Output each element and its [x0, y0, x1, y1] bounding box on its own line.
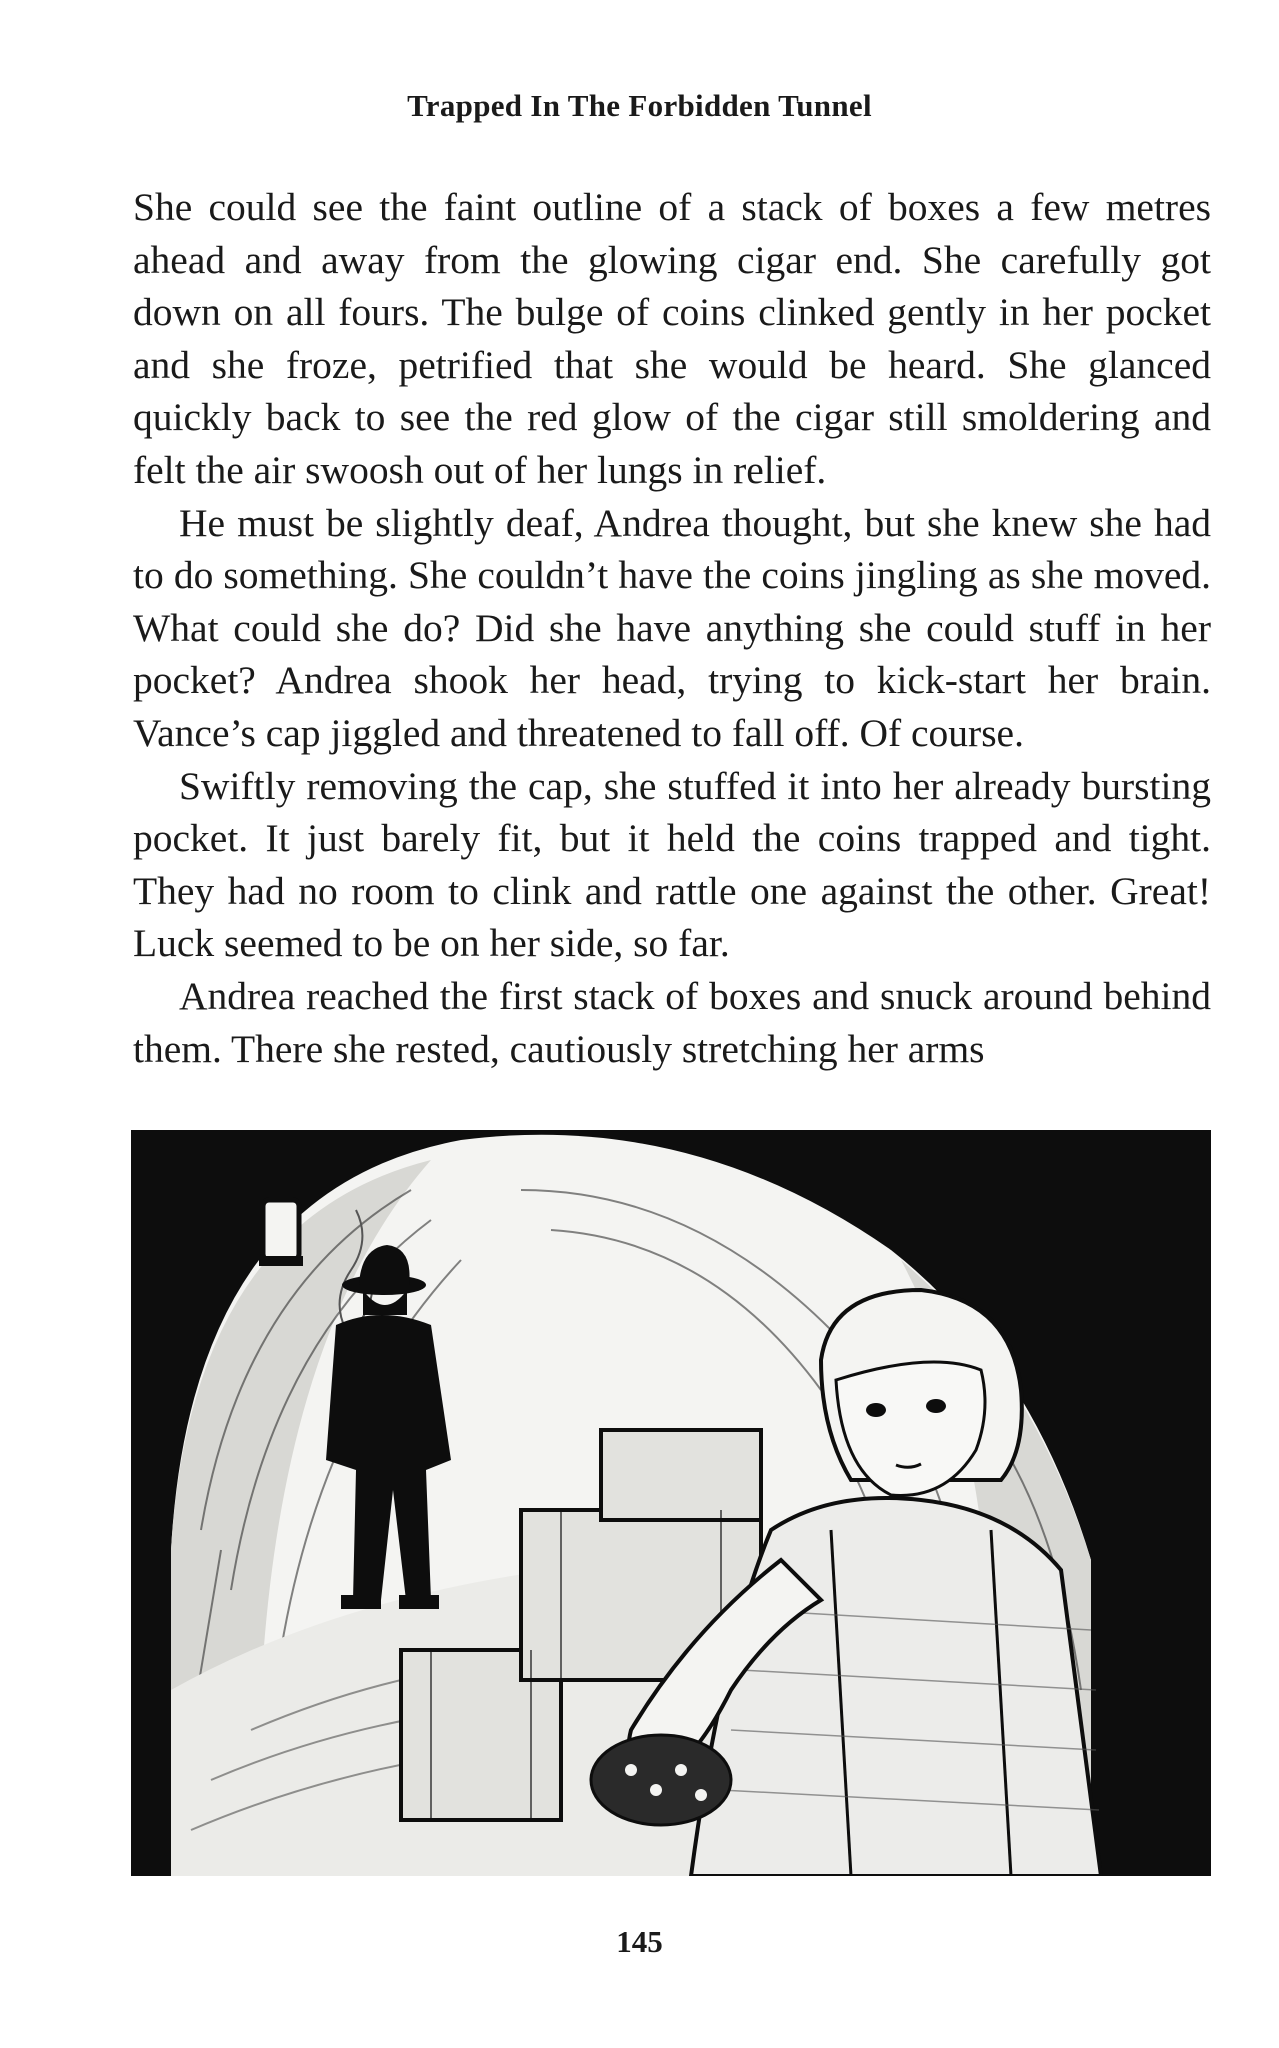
cap-icon — [591, 1735, 731, 1825]
paragraph-1: She could see the faint outline of a stack of boxes a few metres ahead and away from the glowing cigar end. She carefully got down on all fours. The bulge of coins clinked gently in her pocket and she froze, petrified that she would be heard. She glanced quickly back to see the red glow of the cigar still smoldering and felt the air swoosh out of her lungs in relief. — [133, 185, 1211, 492]
paragraph-4: Andrea reached the first stack of boxes and snuck around behind them. There she rested, cautiously stretching her arms — [133, 973, 1211, 1071]
illustration-drawing — [131, 1130, 1211, 1876]
tunnel-illustration — [131, 1130, 1211, 1876]
paragraph-2: He must be slightly deaf, Andrea thought, but she knew she had to do something. She couldn’t have the coins jingling as she moved. What could she do? Did she have anything she could stuff in her pocket? Andrea shook her head, trying to kick-start her brain. Vance’s cap jiggled and threatened to fall off. Of course. — [133, 500, 1211, 755]
paragraph-3: Swiftly removing the cap, she stuffed it into her already bursting pocket. It just barely fit, but it held the coins trapped and tight. They had no room to clink and rattle one against the other. Great! Luck seemed to be on her side, so far. — [133, 763, 1211, 966]
running-head-title: Trapped In The Forbidden Tunnel — [407, 88, 872, 123]
body-text — [133, 181, 1211, 1075]
page-number: 145 — [616, 1924, 663, 1959]
